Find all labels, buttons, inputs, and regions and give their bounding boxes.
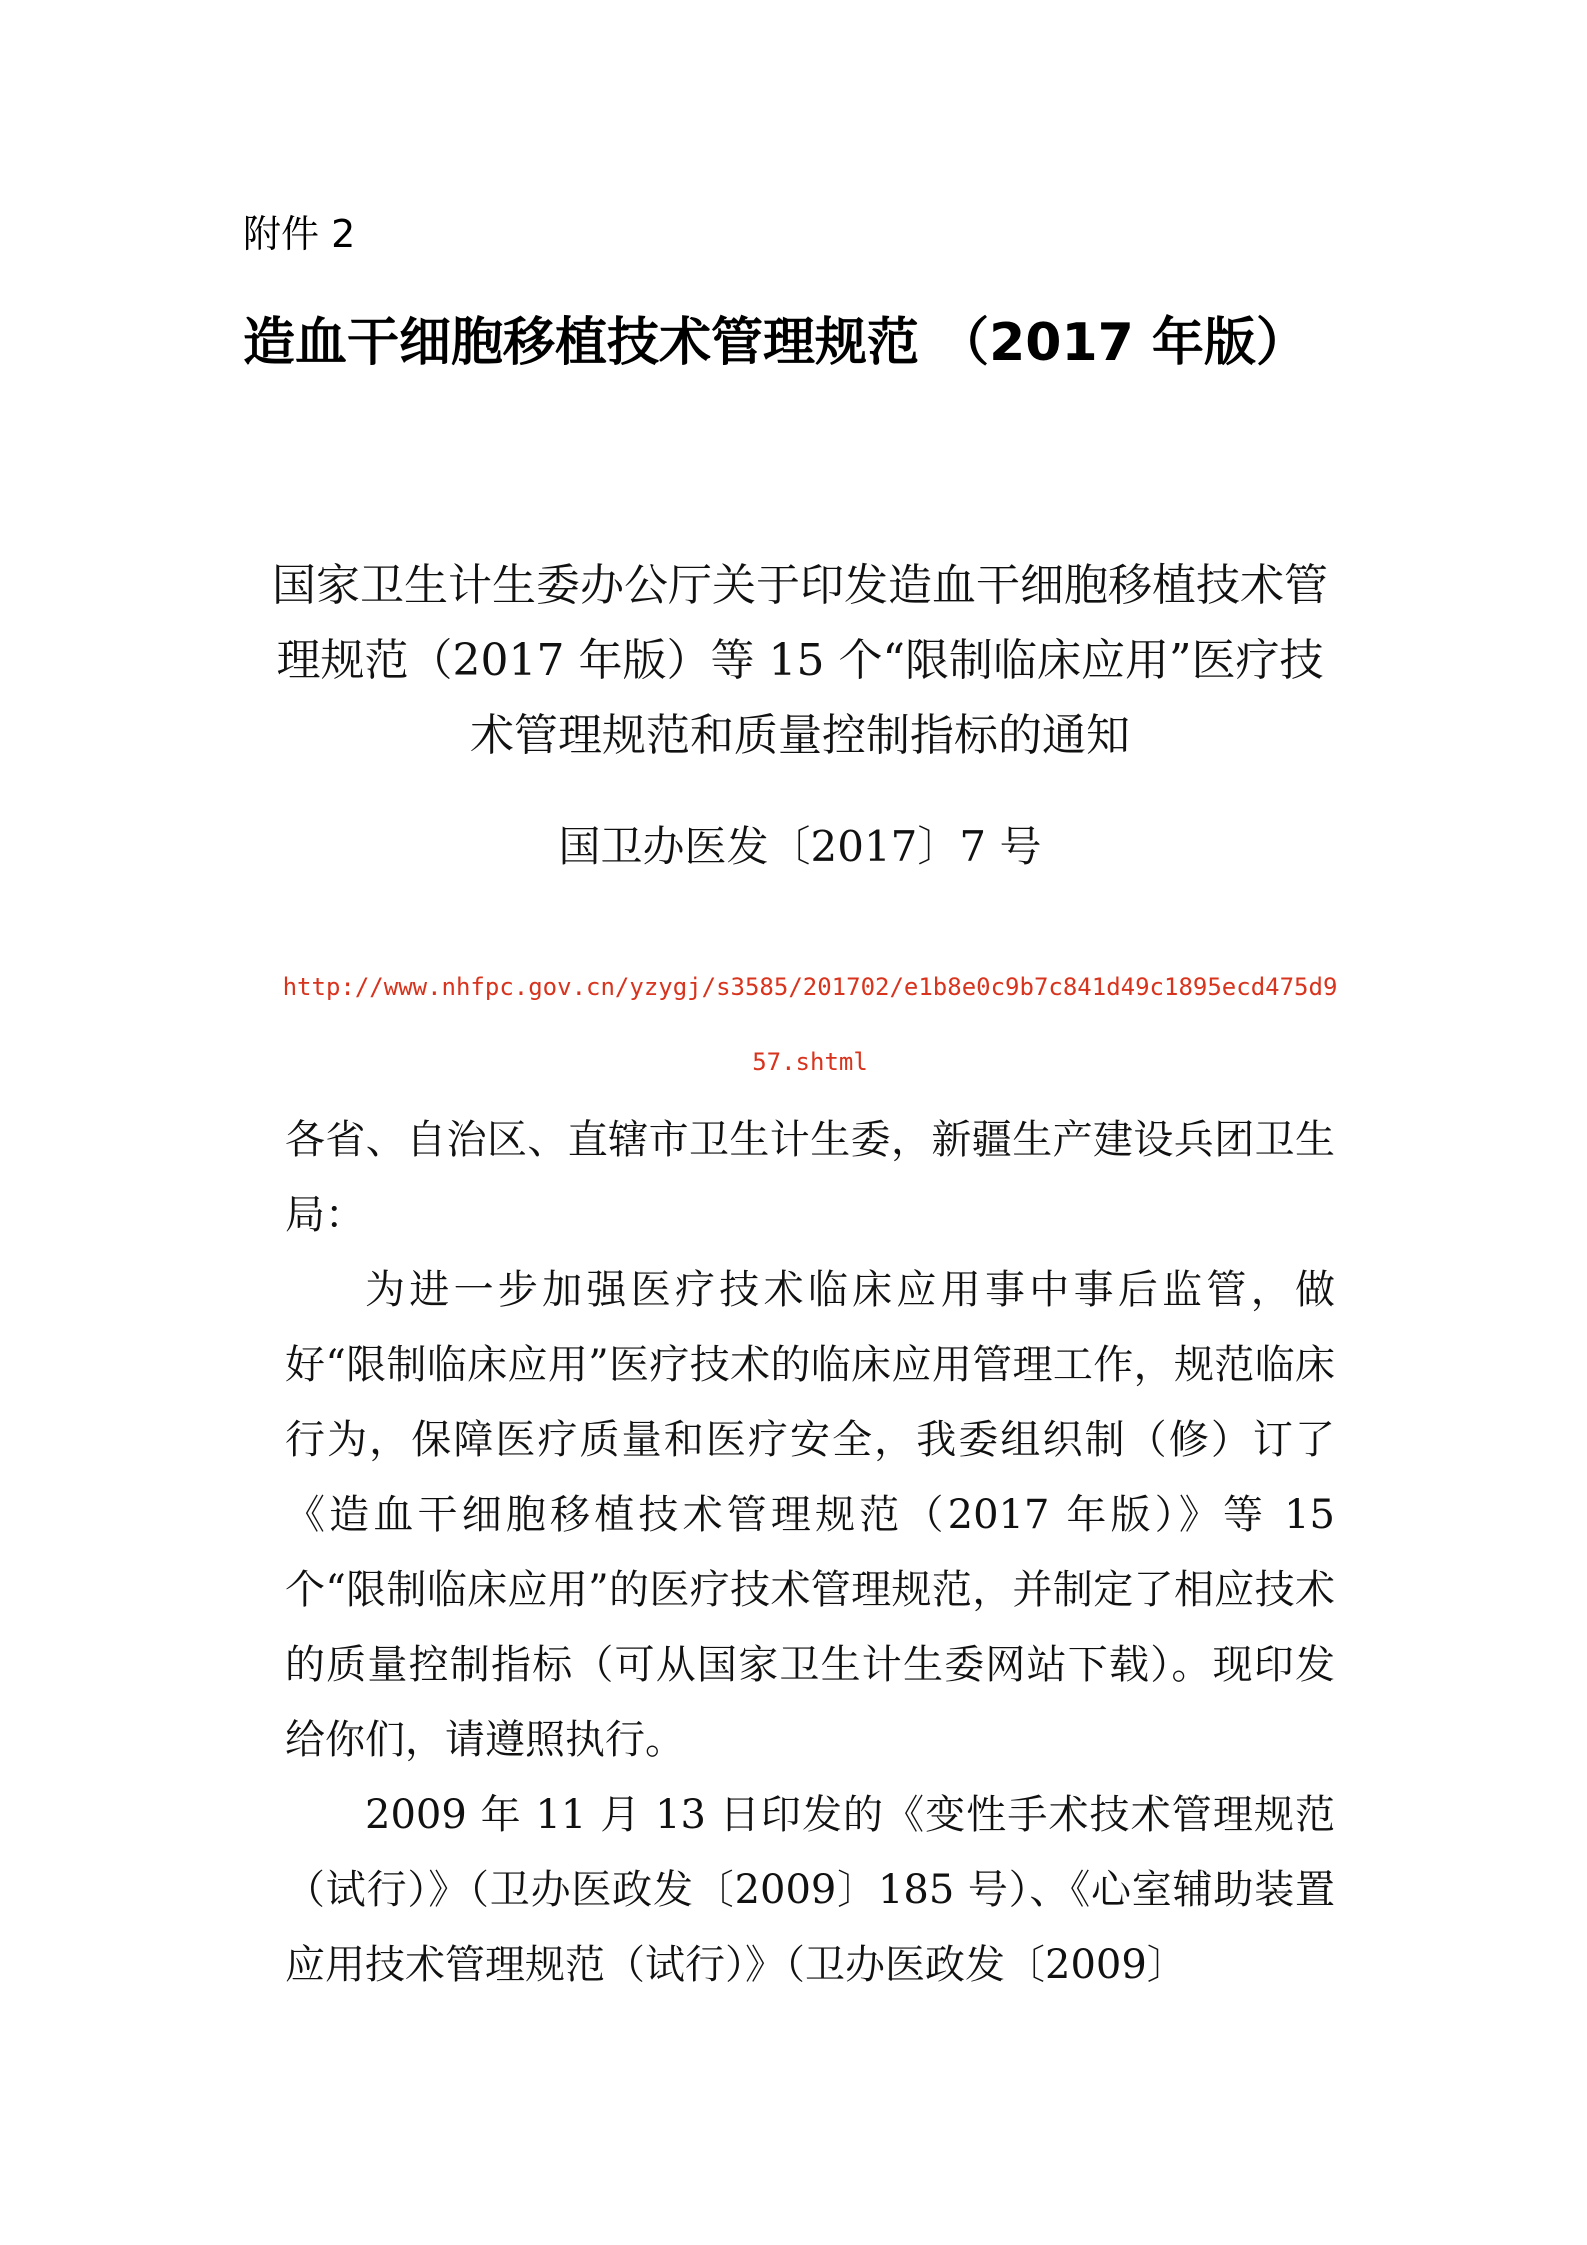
notice-body — [285, 1103, 1335, 2003]
notice-title: 国家卫生计生委办公厅关于印发造血干细胞移植技术管理规范（2017 年版）等 15 个“限制临床应用”医疗技术管理规范和质量控制指标的通知 — [272, 560, 1328, 761]
salutation: 各省、自治区、直辖市卫生计生委，新疆生产建设兵团卫生局： — [285, 1117, 1335, 1238]
source-url-link[interactable]: http://www.nhfpc.gov.cn/yzygj/s3585/201702/e1b8e0c9b7c841d49c1895ecd475d957.shtml — [282, 973, 1338, 1076]
attachment-label: 附件 2 — [243, 212, 356, 256]
body-paragraph-1: 为进一步加强医疗技术临床应用事中事后监管，做好“限制临床应用”医疗技术的临床应用管理工作，规范临床行为，保障医疗质量和医疗安全，我委组织制（修）订了《造血干细胞移植技术管理规范（2017 年版）》等 15 个“限制临床应用”的医疗技术管理规范，并制定了相应技术的质量控制指标（可从国家卫生计生委网站下载）。现印发给你们，请遵照执行。 — [285, 1267, 1335, 1763]
document-number: 国卫办医发〔2017〕7 号 — [558, 822, 1042, 871]
body-paragraph-2: 2009 年 11 月 13 日印发的《变性手术技术管理规范（试行）》（卫办医政发〔2009〕185 号）、《心室辅助装置应用技术管理规范（试行）》（卫办医政发〔2009〕 — [285, 1792, 1335, 1988]
document-title: 造血干细胞移植技术管理规范 （2017 年版） — [243, 313, 1308, 373]
